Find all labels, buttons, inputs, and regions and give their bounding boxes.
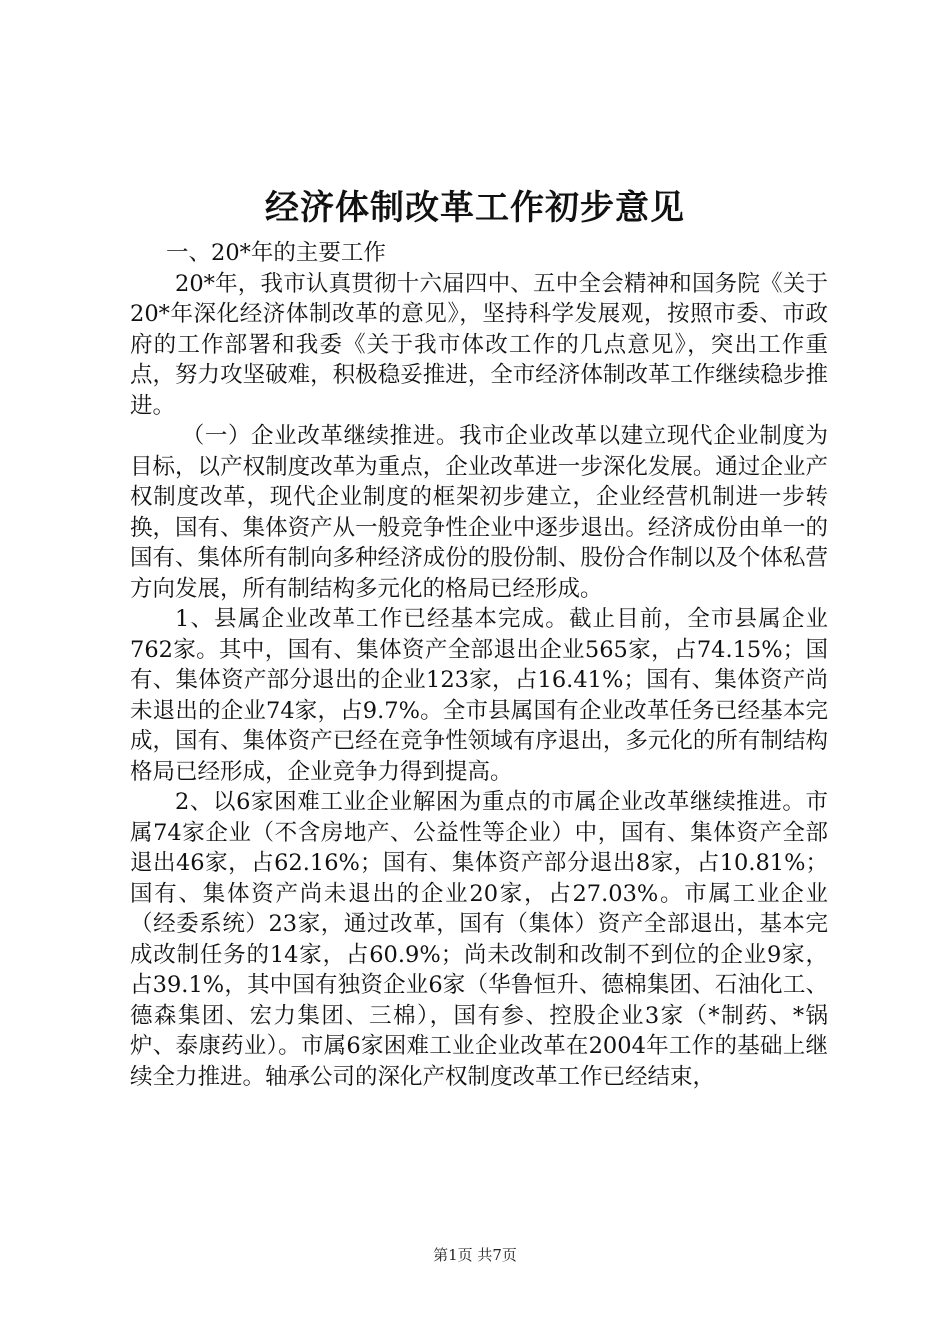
document-body <box>130 238 828 1092</box>
body-paragraph: 20*年，我市认真贯彻十六届四中、五中全会精神和国务院《关于20*年深化经济体制改革的意见》，坚持科学发展观，按照市委、市政府的工作部署和我委《关于我市体改工作的几点意见》，突出工作重点，努力攻坚破难，积极稳妥推进，全市经济体制改革工作继续稳步推进。 <box>130 270 828 419</box>
page-number-footer: 第1页 共7页 <box>433 1246 517 1264</box>
document-title: 经济体制改革工作初步意见 <box>265 188 685 228</box>
body-paragraph: 1、县属企业改革工作已经基本完成。截止目前，全市县属企业762家。其中，国有、集体资产全部退出企业565家，占74.15%；国有、集体资产部分退出的企业123家，占16.41%；国有、集体资产尚未退出的企业74家，占9.7%。全市县属国有企业改革任务已经基本完成，国有、集体资产已经在竞争性领域有序退出，多元化的所有制结构格局已经形成，企业竞争力得到提高。 <box>130 606 828 785</box>
section-heading: 一、20*年的主要工作 <box>166 240 386 266</box>
body-paragraph: （一）企业改革继续推进。我市企业改革以建立现代企业制度为目标，以产权制度改革为重点，企业改革进一步深化发展。通过企业产权制度改革，现代企业制度的框架初步建立，企业经营机制进一步转换，国有、集体资产从一般竞争性企业中逐步退出。经济成份由单一的国有、集体所有制向多种经济成份的股份制、股份合作制以及个体私营方向发展，所有制结构多元化的格局已经形成。 <box>130 423 828 602</box>
body-paragraph: 2、以6家困难工业企业解困为重点的市属企业改革继续推进。市属74家企业（不含房地产、公益性等企业）中，国有、集体资产全部退出46家，占62.16%；国有、集体资产部分退出8家，占10.81%；国有、集体资产尚未退出的企业20家，占27.03%。市属工业企业（经委系统）23家，通过改革，国有（集体）资产全部退出，基本完成改制任务的14家，占60.9%；尚未改制和改制不到位的企业9家，占39.1%，其中国有独资企业6家（华鲁恒升、德棉集团、石油化工、德森集团、宏力集团、三棉），国有参、控股企业3家（*制药、*锅炉、泰康药业）。市属6家困难工业企业改革在2004年工作的基础上继续全力推进。轴承公司的深化产权制度改革工作已经结束， <box>130 789 828 1090</box>
